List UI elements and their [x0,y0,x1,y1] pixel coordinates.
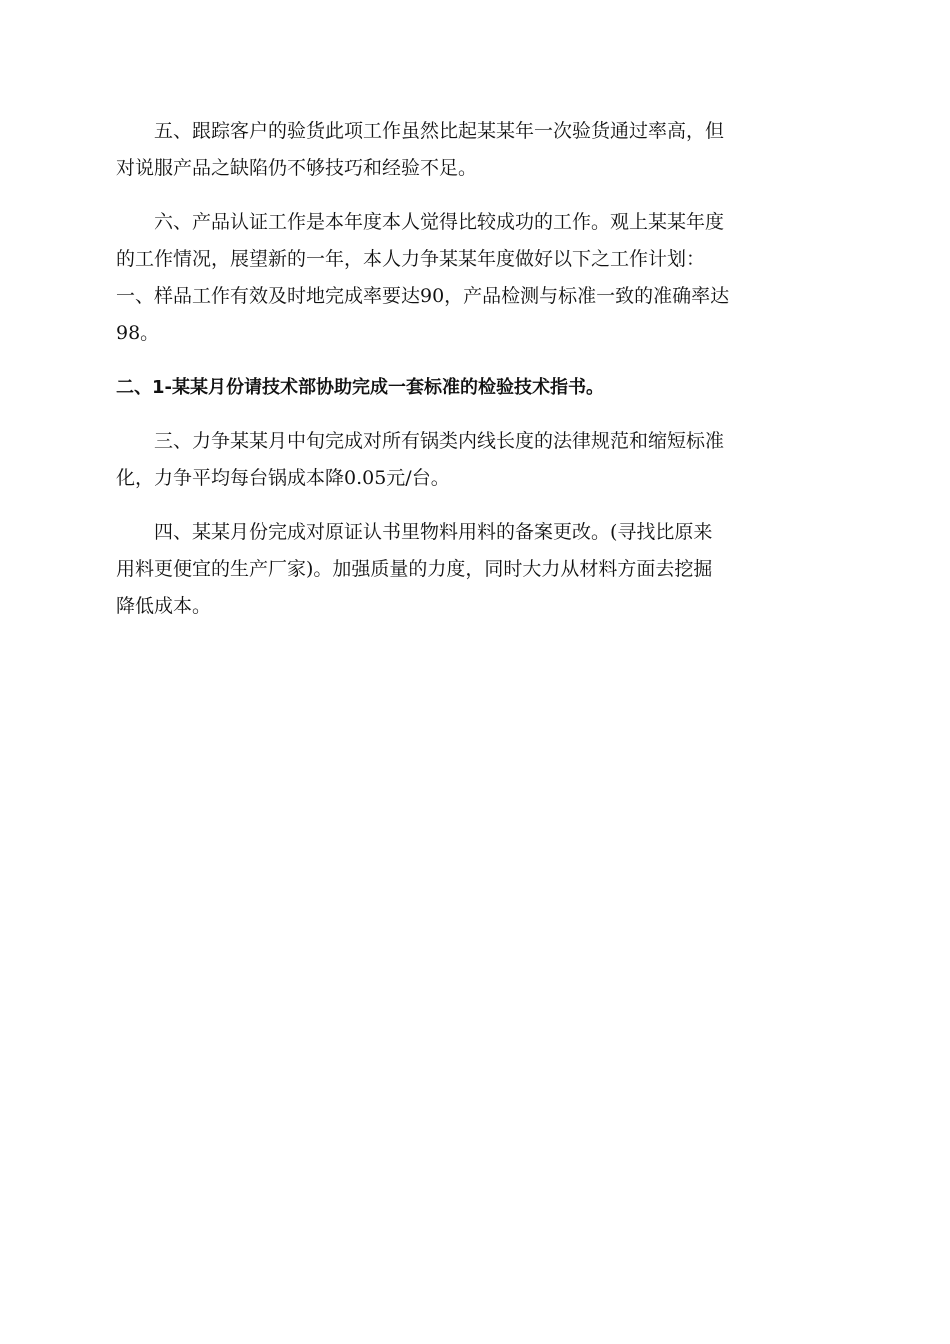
paragraph-plan-2 [116,369,836,406]
text-line: 三、力争某某月中旬完成对所有锅类内线长度的法律规范和缩短标准 [154,430,725,452]
text-line: 二、1-某某月份请技术部协助完成一套标准的检验技术指书。 [116,377,604,398]
text-line: 四、某某月份完成对原证认书里物料用料的备案更改。(寻找比原来 [154,521,713,543]
paragraph-item-5 [116,113,836,187]
text-line: 六、产品认证工作是本年度本人觉得比较成功的工作。观上某某年度 [154,211,725,233]
paragraph-plan-3 [116,423,836,497]
text-line: 一、样品工作有效及时地完成率要达90，产品检测与标准一致的准确率达 [116,285,730,307]
text-line: 五、跟踪客户的验货此项工作虽然比起某某年一次验货通过率高，但 [154,120,725,142]
text-line: 用料更便宜的生产厂家)。加强质量的力度，同时大力从材料方面去挖掘 [116,558,713,580]
text-line: 98。 [116,322,160,344]
text-line: 对说服产品之缺陷仍不够技巧和经验不足。 [116,157,478,179]
text-line: 的工作情况，展望新的一年，本人力争某某年度做好以下之工作计划： [116,248,706,270]
document-body [116,113,836,642]
text-line: 化，力争平均每台锅成本降0.05元/台。 [116,467,450,489]
paragraph-plan-4 [116,514,836,625]
text-line: 降低成本。 [116,595,212,617]
paragraph-item-6 [116,204,836,352]
